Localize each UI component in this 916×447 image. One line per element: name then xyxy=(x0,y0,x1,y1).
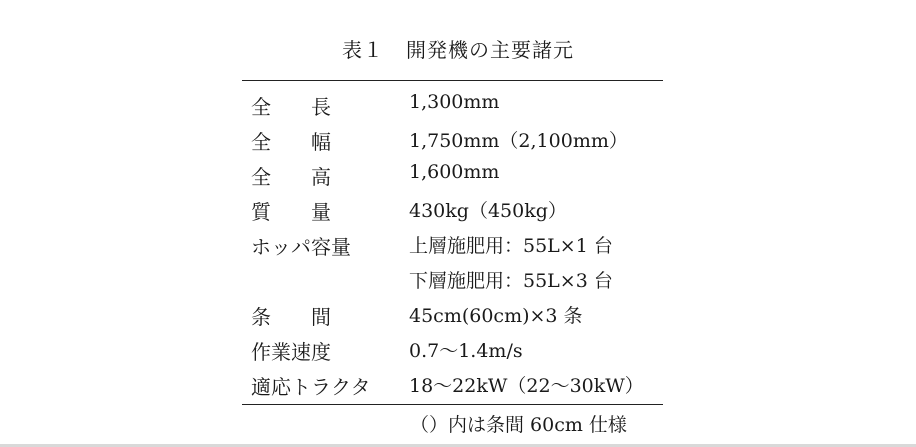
row-value-hopper-upper: 上層施肥用：55L×1 台 xyxy=(409,235,613,257)
row-label-tractor: 適応トラクタ xyxy=(251,375,371,399)
spec-table xyxy=(242,80,663,405)
table-row xyxy=(242,85,663,120)
row-value-height: 1,600mm xyxy=(409,161,500,183)
table-footnote: （）内は条間 60cm 仕様 xyxy=(410,414,627,436)
table-row xyxy=(242,365,663,400)
row-label-hopper: ホッパ容量 xyxy=(251,235,351,259)
row-value-length: 1,300mm xyxy=(409,91,500,113)
row-label-height: 全 高 xyxy=(251,165,331,189)
table-row xyxy=(242,260,663,295)
table-row xyxy=(242,155,663,190)
table-caption xyxy=(0,34,916,63)
row-value-mass: 430kg（450kg） xyxy=(409,200,567,222)
row-label-row-spacing: 条 間 xyxy=(251,305,331,329)
caption-label: 表１ xyxy=(342,38,384,62)
table-row xyxy=(242,190,663,225)
row-label-mass: 質 量 xyxy=(251,200,331,224)
row-value-width: 1,750mm（2,100mm） xyxy=(409,130,628,152)
row-label-width: 全 幅 xyxy=(251,130,331,154)
row-value-tractor: 18〜22kW（22〜30kW） xyxy=(409,375,644,397)
row-label-work-speed: 作業速度 xyxy=(251,340,331,364)
caption-title: 開発機の主要諸元 xyxy=(406,38,574,62)
row-value-row-spacing: 45cm(60cm)×3 条 xyxy=(409,305,583,327)
table-row xyxy=(242,225,663,260)
row-value-hopper-lower: 下層施肥用：55L×3 台 xyxy=(409,270,613,292)
row-label-length: 全 長 xyxy=(251,95,331,119)
table-row xyxy=(242,120,663,155)
table-row xyxy=(242,330,663,365)
row-value-work-speed: 0.7〜1.4m/s xyxy=(409,340,523,362)
table-row xyxy=(242,295,663,330)
